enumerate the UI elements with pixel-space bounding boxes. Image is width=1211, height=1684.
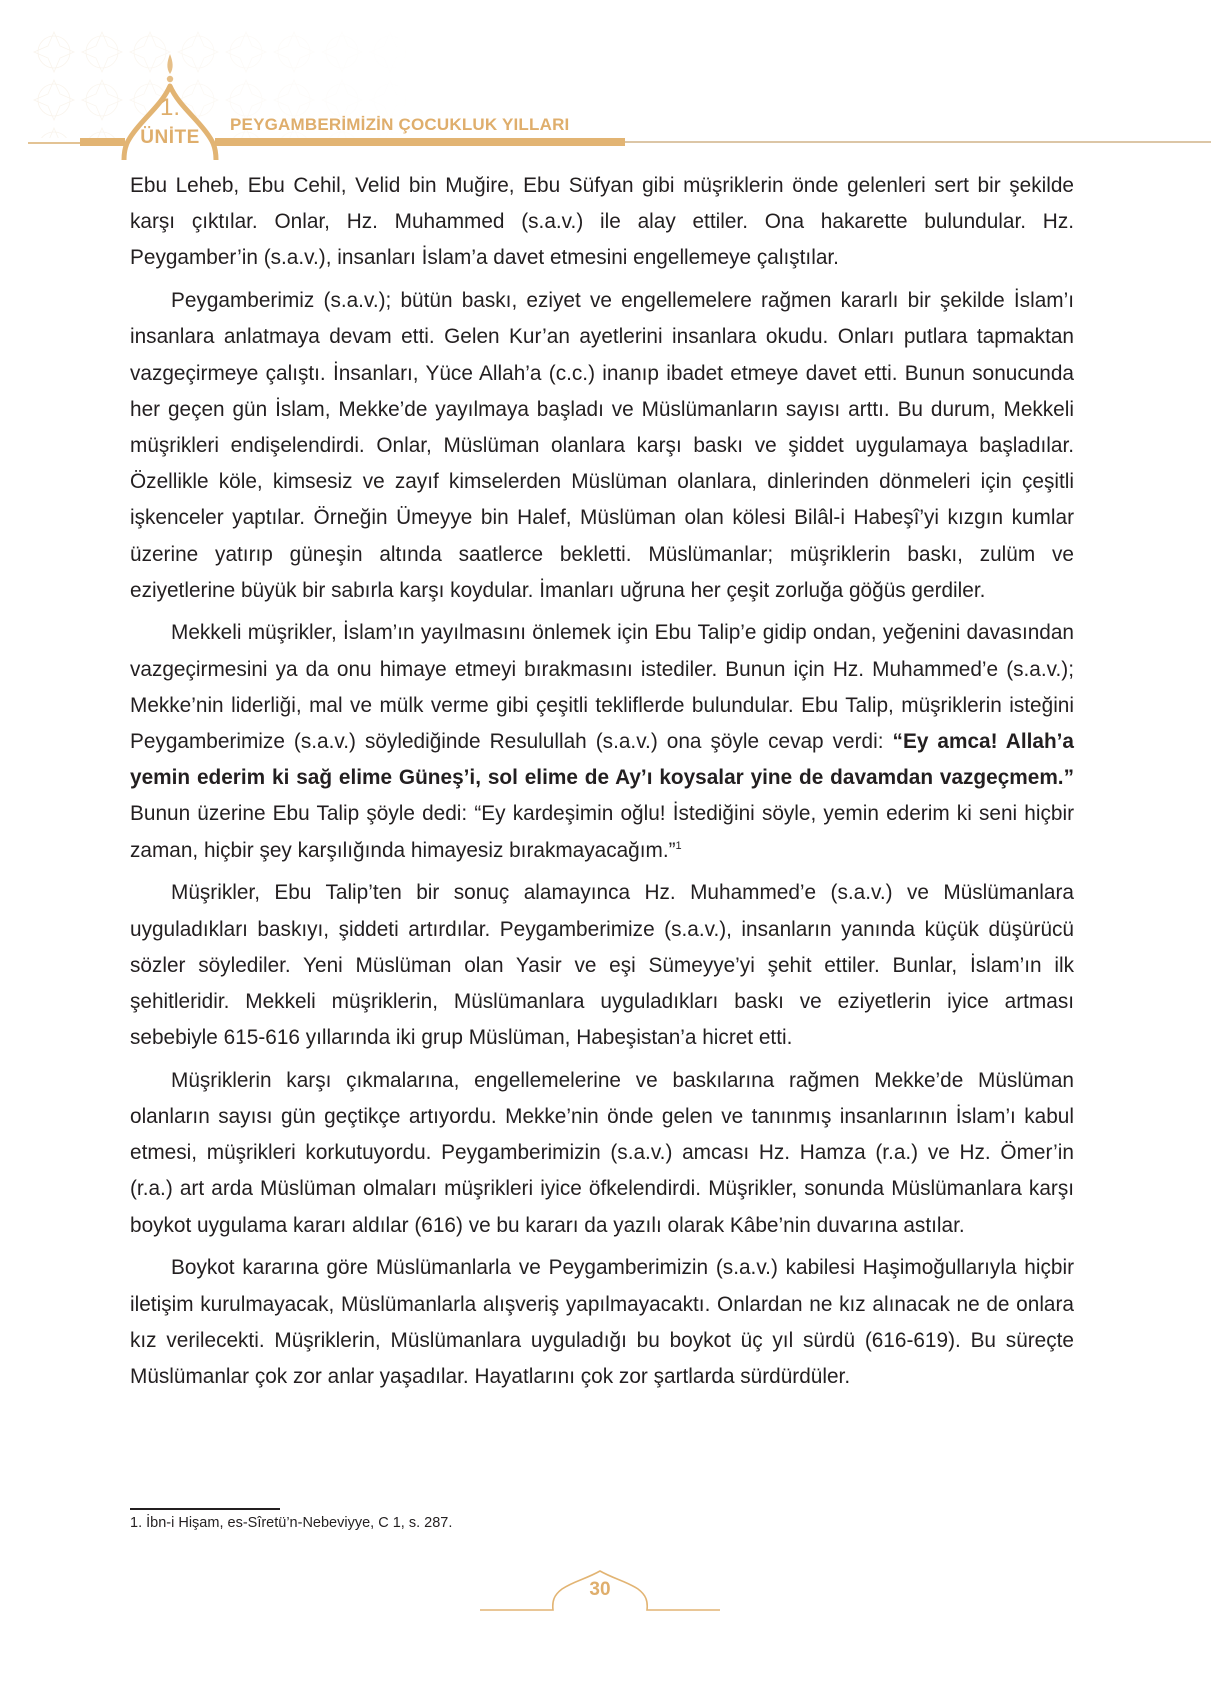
- footnote-reference[interactable]: 1: [675, 839, 682, 852]
- paragraph-text: Mekkeli müşrikler, İslam’ın yayılmasını önlemek için Ebu Talip’e gidip ondan, yeğenini davasından vazgeçirmesini ya da onu himaye etmeyi bırakmasını istediler. Bunun için Hz. Muhammed’e (s.a.v.); Mekke’nin liderliği, mal ve mülk verme gibi çeşitli tekliflerde bulundular. Ebu Talip, müşriklerin isteğini Peygamberimize (s.a.v.) söylediğinde Resulullah (s.a.v.) ona şöyle cevap verdi:: [130, 621, 1074, 754]
- footnote: 1. İbn-i Hişam, es-Sîretü’n-Nebeviyye, C 1, s. 287.: [130, 1515, 453, 1531]
- unit-badge: [118, 52, 222, 160]
- header-rule-left: [28, 142, 80, 144]
- unit-number: 1.: [159, 94, 180, 121]
- paragraph-with-quote: [130, 615, 1074, 868]
- paragraph: Müşriklerin karşı çıkmalarına, engellemelerine ve baskılarına rağmen Mekke’de Müslüman olanların sayısı gün geçtikçe artıyordu. Mekke’nin önde gelen ve tanınmış insanlarının İslam’ı kabul etmesi, müşrikleri korkutuyordu. Peygamberimizin (s.a.v.) amcası Hz. Hamza (r.a.) ve Hz. Ömer’in (r.a.) art arda Müslüman olmaları müşrikleri iyice öfkelendirdi. Müşrikler, sonunda Müslümanlara karşı boykot uygulama kararı aldılar (616) ve bu kararı da yazılı olarak Kâbe’nin duvarına astılar.: [130, 1068, 1074, 1237]
- header-rule-right: [625, 141, 1211, 143]
- bold-quote: “Ey amca! Allah’a yemin ederim ki sağ elime Güneş’i, sol elime de Ay’ı koysalar yine de davamdan vazgeçmem.”: [130, 730, 1074, 790]
- page-footer: [480, 1565, 720, 1615]
- page-number: 30: [589, 1579, 611, 1600]
- body-text: [130, 168, 1074, 1402]
- unit-label: ÜNİTE: [140, 127, 200, 148]
- paragraph: Boykot kararına göre Müslümanlarla ve Peygamberimizin (s.a.v.) kabilesi Haşimoğullarıyla hiçbir iletişim kurulmayacak, Müslümanlarla alışveriş yapılmayacaktı. Onlardan ne kız alınacak ne de onlara kız verilecekti. Müşriklerin, Müslümanlara uyguladığı bu boykot üç yıl sürdü (616-619). Bu süreçte Müslümanlar çok zor anlar yaşadılar. Hayatlarını çok zor şartlarda sürdürdüler.: [130, 1256, 1074, 1388]
- page-header: [0, 0, 1211, 160]
- unit-title: PEYGAMBERİMİZİN ÇOCUKLUK YILLARI: [230, 115, 570, 134]
- paragraph: Ebu Leheb, Ebu Cehil, Velid bin Muğire, Ebu Süfyan gibi müşriklerin önde gelenleri sert bir şekilde karşı çıktılar. Onlar, Hz. Muhammed (s.a.v.) ile alay ettiler. Ona hakarette bulundular. Hz. Peygamber’in (s.a.v.), insanları İslam’a davet etmesini engellemeye çalıştılar.: [130, 174, 1074, 270]
- paragraph-text: Bunun üzerine Ebu Talip şöyle dedi: “Ey kardeşimin oğlu! İstediğini söyle, yemin ederim ki seni hiçbir zaman, hiçbir şey karşılığında himayesiz bırakmayacağım.”: [130, 802, 1074, 862]
- paragraph: Müşrikler, Ebu Talip’ten bir sonuç alamayınca Hz. Muhammed’e (s.a.v.) ve Müslümanlara uyguladıkları baskıyı, şiddeti artırdılar. Peygamberimize (s.a.v.), insanların yanında küçük düşürücü sözler söylediler. Yeni Müslüman olan Yasir ve eşi Sümeyye’yi şehit ettiler. Bunlar, İslam’ın ilk şehitleridir. Mekkeli müşriklerin, Müslümanlara uyguladıkları baskı ve eziyetlerin iyice artması sebebiyle 615-616 yıllarında iki grup Müslüman, Habeşistan’a hicret etti.: [130, 881, 1074, 1050]
- paragraph: Peygamberimiz (s.a.v.); bütün baskı, eziyet ve engellemelere rağmen kararlı bir şekilde İslam’ı insanlara anlatmaya devam etti. Gelen Kur’an ayetlerini insanlara okudu. Onları putlara tapmaktan vazgeçirmeye çalıştı. İnsanları, Yüce Allah’a (c.c.) inanıp ibadet etmeye davet etti. Bunun sonucunda her geçen gün İslam, Mekke’de yayılmaya başladı ve Müslümanların sayısı arttı. Bu durum, Mekkeli müşrikleri endişelendirdi. Onlar, Müslüman olanlara karşı baskı ve şiddet uygulamaya başladılar. Özellikle köle, kimsesiz ve zayıf kimselerden Müslüman olanlara, dinlerinden dönmeleri için çeşitli işkenceler yaptılar. Örneğin Ümeyye bin Halef, Müslüman olan kölesi Bilâl-i Habeşî’yi kızgın kumlar üzerine yatırıp güneşin altında saatlerce bekletti. Müslümanlar; müşriklerin baskı, zulüm ve eziyetlerine büyük bir sabırla karşı koydular. İmanları uğruna her çeşit zorluğa göğüs gerdiler.: [130, 289, 1074, 602]
- footnote-divider: [130, 1508, 280, 1510]
- header-bar-right: [215, 138, 625, 146]
